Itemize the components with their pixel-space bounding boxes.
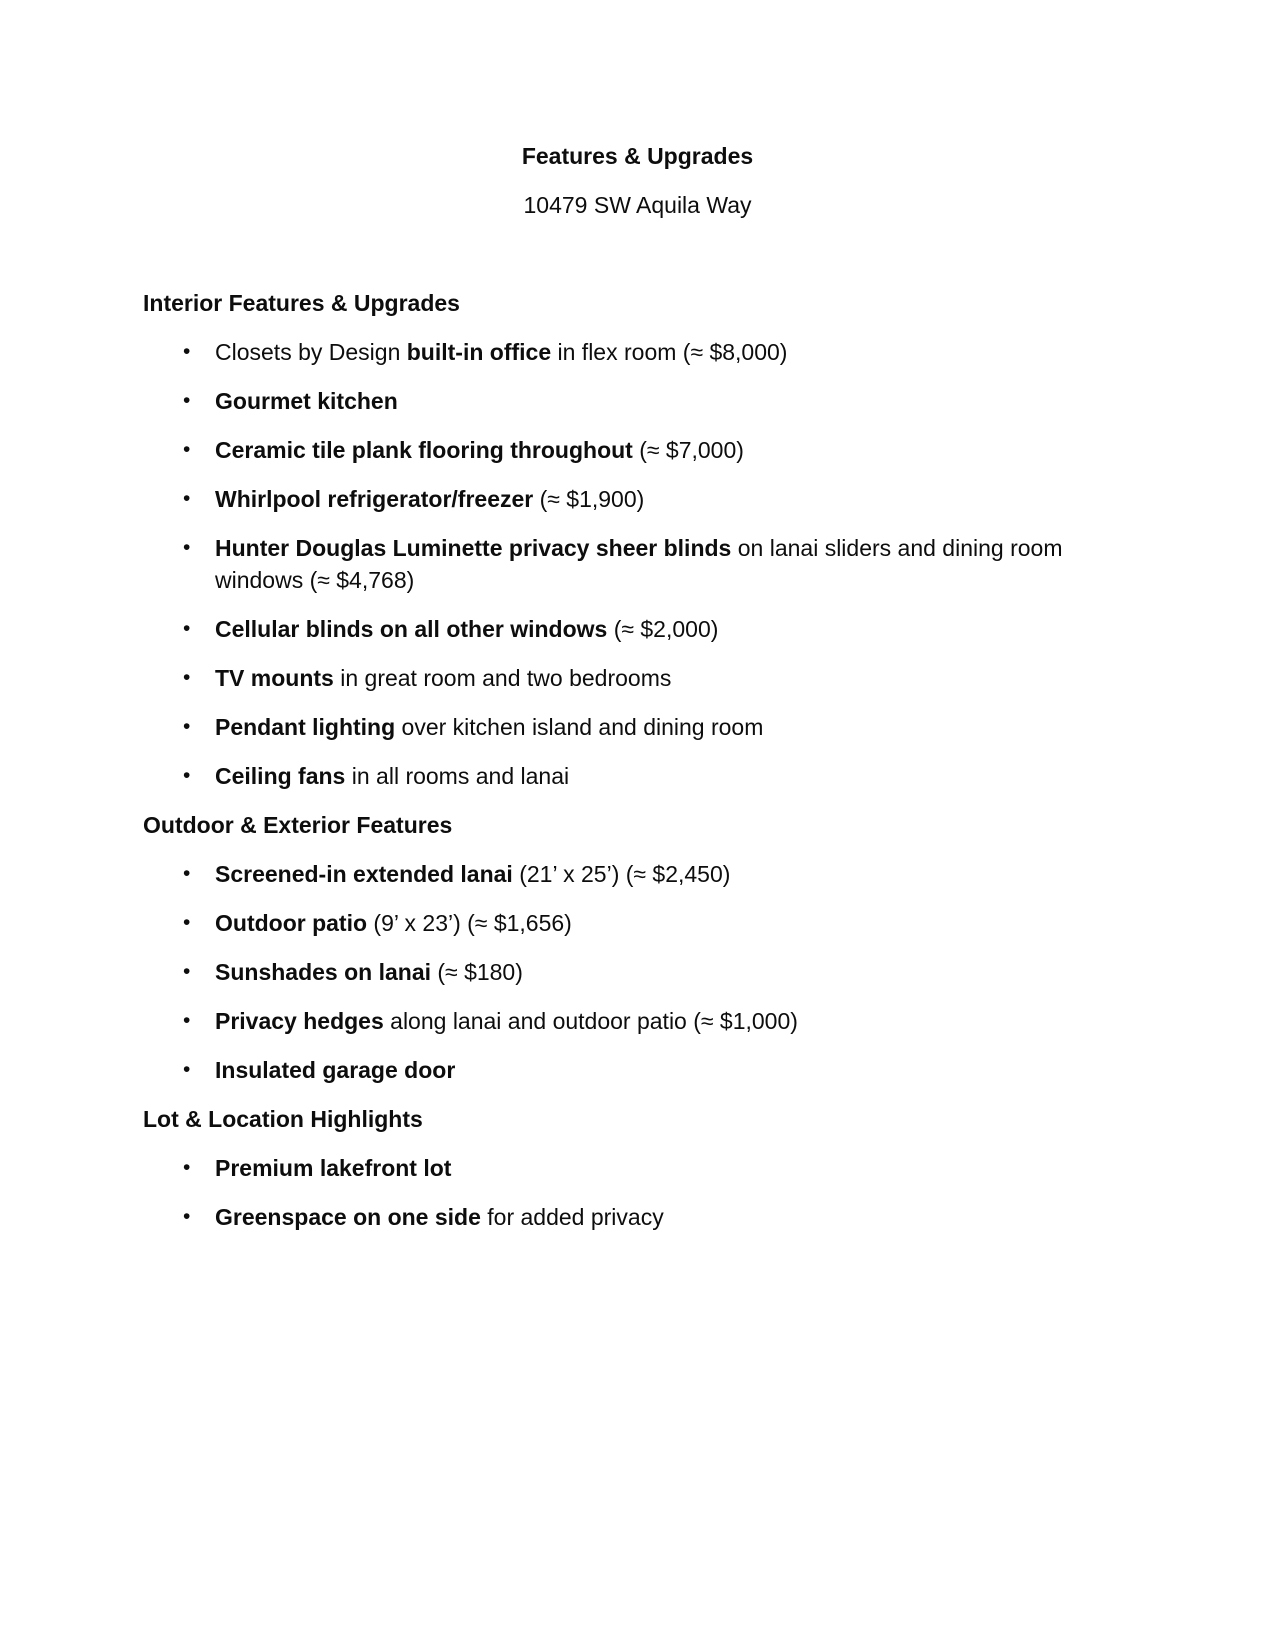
bold-text-run: Privacy hedges xyxy=(215,1008,384,1034)
list-item xyxy=(143,1005,1132,1037)
text-run: (≈ $1,900) xyxy=(533,486,645,512)
text-run: on lanai sliders and dining room windows (≈ $4,768) xyxy=(215,535,1063,593)
sections-container xyxy=(143,287,1132,1233)
text-run: for added privacy xyxy=(480,1204,664,1230)
list-item xyxy=(143,907,1132,939)
bold-text-run: Ceiling fans xyxy=(215,763,346,789)
list-item xyxy=(143,385,1132,417)
bold-text-run: Outdoor patio xyxy=(215,910,368,936)
text-run: (≈ $180) xyxy=(431,959,523,985)
text-run: in flex room (≈ $8,000) xyxy=(551,339,788,365)
list-item xyxy=(143,483,1132,515)
bullet-list xyxy=(143,1152,1132,1233)
section-heading: Lot & Location Highlights xyxy=(143,1106,423,1132)
list-item xyxy=(143,956,1132,988)
list-item xyxy=(143,1201,1132,1233)
list-item xyxy=(143,434,1132,466)
bold-text-run: Whirlpool refrigerator/freezer xyxy=(215,486,534,512)
list-item xyxy=(143,711,1132,743)
text-run: along lanai and outdoor patio (≈ $1,000) xyxy=(383,1008,798,1034)
bold-text-run: Pendant lighting xyxy=(215,714,396,740)
list-item xyxy=(143,858,1132,890)
page-title: Features & Upgrades xyxy=(521,143,754,169)
bold-text-run: Gourmet kitchen xyxy=(215,388,398,414)
text-run: in great room and two bedrooms xyxy=(333,665,672,691)
bold-text-run: Hunter Douglas Luminette privacy sheer blinds xyxy=(215,535,732,561)
bold-text-run: Greenspace on one side xyxy=(215,1204,481,1230)
section-heading: Outdoor & Exterior Features xyxy=(143,812,453,838)
list-item xyxy=(143,662,1132,694)
list-item xyxy=(143,532,1132,596)
page-subtitle: 10479 SW Aquila Way xyxy=(523,192,752,218)
list-item xyxy=(143,760,1132,792)
section-heading: Interior Features & Upgrades xyxy=(143,290,460,316)
bold-text-run: Sunshades on lanai xyxy=(215,959,431,985)
text-run: (21’ x 25’) (≈ $2,450) xyxy=(512,861,731,887)
text-run: in all rooms and lanai xyxy=(345,763,570,789)
bold-text-run: Cellular blinds on all other windows xyxy=(215,616,608,642)
text-run: (≈ $7,000) xyxy=(632,437,744,463)
list-item xyxy=(143,336,1132,368)
bold-text-run: Premium lakefront lot xyxy=(215,1155,452,1181)
blank-paragraph xyxy=(143,238,1132,270)
bold-text-run: TV mounts xyxy=(215,665,334,691)
bold-text-run: Screened-in extended lanai xyxy=(215,861,513,887)
bold-text-run: Insulated garage door xyxy=(215,1057,456,1083)
text-run: (≈ $2,000) xyxy=(607,616,719,642)
text-run: over kitchen island and dining room xyxy=(395,714,764,740)
list-item xyxy=(143,1152,1132,1184)
text-run: (9’ x 23’) (≈ $1,656) xyxy=(367,910,572,936)
text-run: Closets by Design xyxy=(215,339,407,365)
list-item xyxy=(143,613,1132,645)
bold-text-run: built-in office xyxy=(406,339,552,365)
bullet-list xyxy=(143,858,1132,1086)
bullet-list xyxy=(143,336,1132,792)
list-item xyxy=(143,1054,1132,1086)
bold-text-run: Ceramic tile plank flooring throughout xyxy=(215,437,633,463)
